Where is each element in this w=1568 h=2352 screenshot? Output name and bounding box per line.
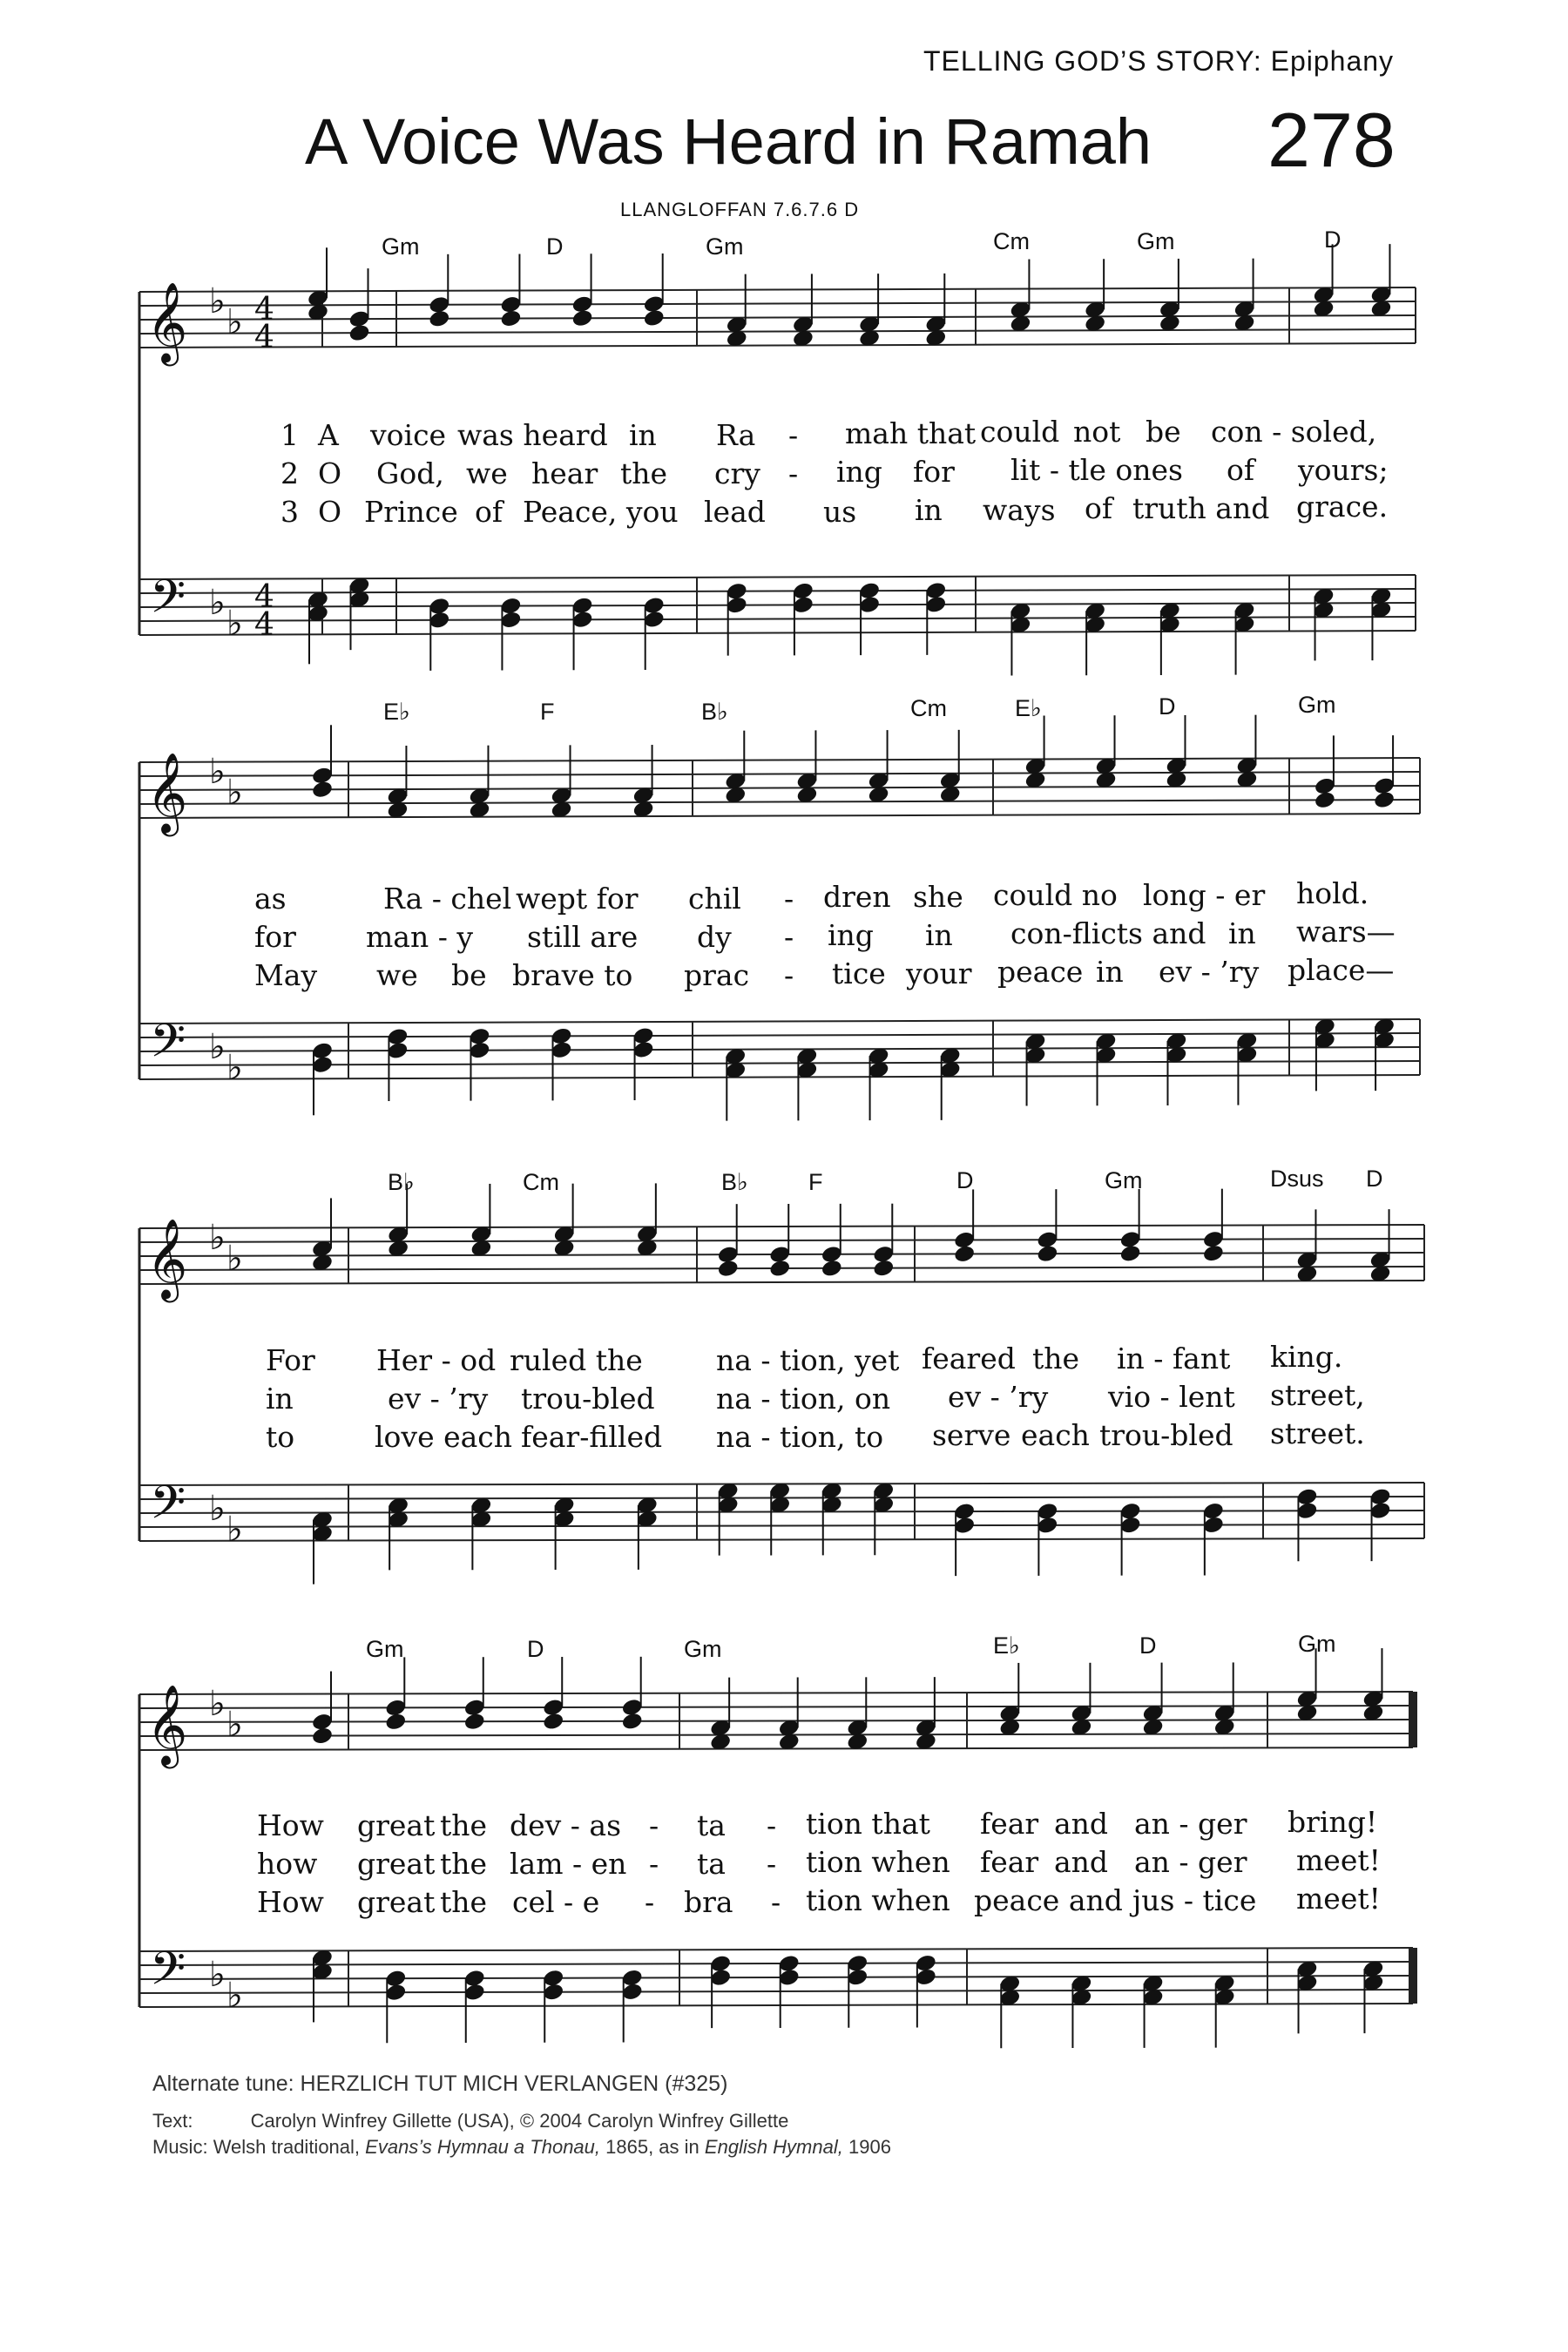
time-signature: 4 [254, 320, 274, 355]
lyric-syllable: vio - lent [1108, 1380, 1235, 1414]
treble-staff-line [139, 329, 1416, 334]
lyric-syllable: of [1227, 453, 1255, 487]
lyric-syllable: con - soled, [1211, 415, 1377, 449]
lyric-syllable: of [475, 495, 504, 529]
lyric-syllable: peace [997, 955, 1084, 989]
text-credit-value: Carolyn Winfrey Gillette (USA), © 2004 Carolyn Winfrey Gillette [250, 2110, 789, 2132]
treble-staff-line [139, 1239, 1424, 1242]
flat-icon: ♭ [226, 1510, 243, 1550]
bass-staff-line [139, 631, 1416, 635]
music-source-1: Evans’s Hymnau a Thonau, [365, 2136, 601, 2158]
time-signature: 4 [254, 607, 274, 643]
bass-staff-line [139, 1075, 1420, 1079]
lyric-syllable: ev - ’ry [948, 1380, 1049, 1414]
treble-clef-icon: 𝄞 [146, 281, 188, 362]
lyric-syllable: the [440, 1847, 488, 1881]
lyric-syllable: and [1054, 1807, 1109, 1841]
lyric-syllable: in [266, 1382, 294, 1416]
lyric-syllable: in [1228, 916, 1256, 950]
lyric-syllable: na - tion, to [716, 1420, 884, 1454]
lyric-syllable: in [1096, 955, 1124, 989]
lyric-syllable: of [1085, 491, 1113, 525]
lyric-hyphen: - [784, 958, 794, 992]
lyric-hyphen: - [771, 1885, 781, 1919]
lyric-syllable: each [1021, 1418, 1090, 1452]
bass-staff-line [139, 1538, 1424, 1541]
flat-icon: ♭ [226, 1976, 243, 2016]
chord-symbol: B♭ [701, 699, 728, 725]
lyric-syllable: the [1032, 1342, 1080, 1375]
flat-icon: ♭ [226, 1048, 243, 1088]
lyric-syllable: trou-bled [1099, 1418, 1233, 1452]
treble-staff-line [139, 1225, 1424, 1228]
bass-staff-line [139, 1033, 1420, 1037]
treble-staff-line [139, 287, 1416, 292]
chord-symbol: Cm [910, 695, 947, 721]
lyric-syllable: and [1054, 1845, 1109, 1879]
bass-staff-line [139, 617, 1416, 621]
lyric-syllable: in [925, 918, 953, 952]
flat-icon: ♭ [209, 1684, 226, 1724]
lyric-syllable: we [466, 456, 508, 490]
note-head [1314, 790, 1336, 810]
bass-clef-icon: 𝄢 [150, 1015, 186, 1079]
lyric-hyphen: - [649, 1847, 659, 1881]
lyric-syllable: yours; [1298, 453, 1389, 487]
alternate-tune: Alternate tune: HERZLICH TUT MICH VERLANGEN (#325) [152, 2072, 728, 2096]
lyric-syllable: meet! [1296, 1882, 1381, 1916]
lyric-syllable: peace and [974, 1883, 1123, 1917]
lyric-syllable: lit - tle ones [1010, 453, 1183, 487]
lyric-syllable: tion when [806, 1845, 950, 1879]
flat-icon: ♭ [209, 281, 226, 321]
chord-symbol: Gm [1298, 1631, 1336, 1657]
music-source-2: English Hymnal, [704, 2136, 843, 2158]
lyric-syllable: cry [714, 456, 760, 490]
season-label: Epiphany [1270, 45, 1395, 77]
flat-icon: ♭ [226, 604, 243, 644]
hymn-number: 278 [1267, 97, 1396, 183]
lyric-syllable: in [915, 493, 943, 527]
lyric-syllable: in - fant [1117, 1342, 1231, 1375]
bass-clef-icon: 𝄢 [150, 1477, 186, 1541]
lyric-syllable: could [980, 415, 1060, 449]
chord-symbol: Gm [1137, 228, 1175, 254]
text-label: Text: [152, 2110, 193, 2132]
note-head [621, 1712, 644, 1732]
lyric-syllable: How [257, 1808, 324, 1842]
lyric-syllable: bra [684, 1885, 733, 1919]
lyric-syllable: feared [922, 1342, 1016, 1375]
bass-staff-line [139, 1962, 1413, 1965]
chord-symbol: D [1366, 1166, 1383, 1192]
chord-symbol: Gm [366, 1636, 404, 1662]
chord-symbol: E♭ [1015, 695, 1042, 721]
verse-number: 1 [280, 418, 299, 452]
chord-symbol: D [527, 1636, 544, 1662]
chord-symbol: Gm [706, 233, 744, 260]
chord-symbol: D [546, 233, 564, 260]
lyric-syllable: fear-filled [521, 1420, 663, 1454]
music-mid: 1865, as in [605, 2136, 700, 2158]
music-label: Music: [152, 2136, 208, 2158]
lyric-syllable: Ra [716, 418, 756, 452]
lyric-syllable: wars— [1296, 915, 1396, 949]
lyric-syllable: great [357, 1885, 436, 1919]
lyric-syllable: she [913, 880, 963, 914]
lyric-syllable: Ra - chel [383, 882, 512, 916]
lyric-syllable: dev - as [510, 1808, 622, 1842]
lyric-syllable: Prince [364, 495, 458, 529]
lyric-syllable: tion when [806, 1883, 950, 1917]
chord-symbol: F [540, 699, 555, 725]
bass-staff-line [139, 1524, 1424, 1527]
lyric-syllable: wept for [516, 882, 639, 916]
lyric-syllable: Her - od [376, 1343, 497, 1377]
treble-clef-icon: 𝄞 [146, 752, 188, 833]
lyric-syllable: hear [531, 456, 598, 490]
lyric-hyphen: - [767, 1847, 777, 1881]
music-year: 1906 [848, 2136, 891, 2158]
lyric-syllable: still are [527, 920, 639, 954]
note-head [542, 1712, 564, 1732]
lyric-syllable: ing [828, 918, 874, 952]
lyric-syllable: for [254, 920, 296, 954]
lyric-syllable: mah that [845, 416, 977, 450]
chord-symbol: E♭ [383, 699, 410, 725]
lyric-syllable: for [913, 455, 955, 489]
music-credit [152, 2136, 891, 2159]
lyric-syllable: the [620, 456, 668, 490]
lyric-syllable: be [1146, 415, 1181, 449]
note-head [953, 1244, 976, 1264]
lyric-hyphen: - [767, 1808, 777, 1842]
lyric-syllable: to [266, 1420, 295, 1454]
chord-symbol: Gm [1105, 1167, 1143, 1193]
flat-icon: ♭ [209, 583, 226, 623]
lyric-syllable: was heard [457, 418, 608, 452]
lyric-syllable: voice [370, 418, 447, 452]
treble-staff-line [139, 1281, 1424, 1284]
lyric-syllable: ta [697, 1847, 726, 1881]
lyric-syllable: lam - en [510, 1847, 627, 1881]
lyric-syllable: as [254, 882, 287, 916]
bass-clef-icon: 𝄢 [150, 571, 186, 635]
time-signature: 4 [254, 579, 274, 615]
note-head [1119, 1244, 1142, 1264]
bass-staff-line [139, 1948, 1413, 1951]
lyric-hyphen: - [784, 882, 794, 916]
flat-icon: ♭ [209, 1218, 226, 1258]
lyric-syllable: long - er [1143, 878, 1266, 912]
chord-symbol: B♭ [388, 1169, 415, 1195]
lyric-syllable: fear [980, 1845, 1039, 1879]
lyric-syllable: ta [697, 1808, 726, 1842]
treble-staff-line [139, 1747, 1413, 1750]
note-head [463, 1712, 486, 1732]
bass-staff-line [139, 589, 1416, 593]
flat-icon: ♭ [226, 1705, 243, 1745]
chord-symbol: B♭ [721, 1169, 748, 1195]
chord-symbol: Gm [1298, 692, 1336, 718]
chord-symbol: D [1324, 226, 1342, 253]
lyric-syllable: ing [836, 455, 882, 489]
lyric-syllable: the [440, 1808, 488, 1842]
flat-icon: ♭ [226, 1239, 243, 1279]
lyric-syllable: Peace, you [523, 495, 679, 529]
lyric-hyphen: - [649, 1808, 659, 1842]
note-head [348, 323, 370, 343]
lyric-syllable: hold. [1296, 876, 1369, 910]
hymn-title: A Voice Was Heard in Ramah [305, 105, 1152, 178]
flat-icon: ♭ [226, 773, 243, 813]
time-signature: 4 [254, 292, 274, 328]
lyric-syllable: we [376, 958, 418, 992]
flat-icon: ♭ [209, 1489, 226, 1529]
lyric-syllable: God, [376, 456, 444, 490]
note-head [428, 309, 450, 329]
treble-staff-line [139, 800, 1420, 804]
chord-symbol: D [1159, 693, 1176, 720]
bass-staff-line [139, 575, 1416, 579]
note-head [717, 1259, 740, 1279]
lyric-syllable: chil [688, 882, 741, 916]
lyric-syllable: bring! [1288, 1805, 1378, 1839]
lyric-syllable: an - ger [1134, 1845, 1247, 1879]
lyric-syllable: street, [1270, 1378, 1365, 1412]
lyric-syllable: us [823, 495, 857, 529]
lyric-syllable: trou-bled [521, 1382, 655, 1416]
note-head [821, 1259, 843, 1279]
lyric-syllable: lead [704, 495, 766, 529]
lyric-syllable: A [318, 418, 339, 452]
lyric-syllable: prac [684, 958, 750, 992]
note-head [1202, 1243, 1225, 1263]
lyric-syllable: great [357, 1847, 436, 1881]
lyric-syllable: how [257, 1847, 318, 1881]
lyric-syllable: For [266, 1343, 315, 1377]
lyric-syllable: ways [983, 493, 1056, 527]
lyric-syllable: How [257, 1885, 324, 1919]
flat-icon: ♭ [209, 1027, 226, 1067]
lyric-syllable: great [357, 1808, 436, 1842]
lyric-syllable: serve [932, 1418, 1011, 1452]
lyric-syllable: king. [1270, 1340, 1343, 1374]
chord-symbol: D [956, 1167, 974, 1193]
note-head [768, 1259, 791, 1279]
note-head [872, 1258, 895, 1278]
treble-staff-line [139, 814, 1420, 818]
lyric-syllable: street. [1270, 1416, 1365, 1450]
chord-symbol: Dsus [1270, 1166, 1324, 1192]
lyric-syllable: con-flicts and [1010, 916, 1206, 950]
tune-meter: LLANGLOFFAN 7.6.7.6 D [620, 199, 860, 220]
lyric-syllable: dren [823, 880, 891, 914]
chord-symbol: E♭ [993, 1632, 1020, 1659]
note-head [1036, 1244, 1058, 1264]
music-pre: Welsh traditional, [213, 2136, 361, 2158]
lyric-hyphen: - [784, 920, 794, 954]
note-head [311, 1726, 334, 1746]
chord-symbol: Cm [993, 228, 1030, 254]
lyric-syllable: tion that [806, 1807, 930, 1841]
lyric-hyphen: - [788, 418, 799, 452]
treble-staff-line [139, 315, 1416, 320]
lyric-syllable: place— [1288, 953, 1395, 987]
bass-staff-line [139, 603, 1416, 607]
lyric-syllable: ruled the [510, 1343, 643, 1377]
lyric-syllable: an - ger [1134, 1807, 1247, 1841]
lyric-syllable: in [629, 418, 657, 452]
note-head [643, 308, 666, 328]
treble-staff-line [139, 301, 1416, 306]
treble-clef-icon: 𝄞 [146, 1684, 188, 1765]
lyric-syllable: grace. [1296, 490, 1389, 524]
lyric-hyphen: - [788, 456, 799, 490]
lyric-syllable: O [318, 495, 342, 529]
text-credit [152, 2110, 788, 2132]
treble-staff-line [139, 343, 1416, 348]
lyric-syllable: na - tion, on [716, 1382, 891, 1416]
lyric-syllable: man - y [366, 920, 473, 954]
bass-clef-icon: 𝄢 [150, 1943, 186, 2007]
note-head [1373, 790, 1396, 810]
flat-icon: ♭ [209, 752, 226, 792]
lyric-syllable: meet! [1296, 1843, 1381, 1877]
lyric-syllable: your [906, 956, 972, 990]
lyric-syllable: tice [832, 956, 886, 990]
lyric-syllable: truth and [1132, 491, 1270, 525]
lyric-syllable: be [451, 958, 487, 992]
note-head [384, 1712, 407, 1732]
bass-staff-line [139, 1019, 1420, 1024]
treble-clef-icon: 𝄞 [146, 1218, 188, 1299]
lyric-syllable: cel - e [512, 1885, 600, 1919]
chord-symbol: D [1139, 1632, 1157, 1659]
lyric-syllable: ev - ’ry [1159, 955, 1260, 989]
lyric-syllable: love each [375, 1420, 513, 1454]
lyric-syllable: ev - ’ry [388, 1382, 489, 1416]
lyric-syllable: brave to [512, 958, 633, 992]
verse-number: 2 [280, 456, 299, 490]
lyric-syllable: fear [980, 1807, 1039, 1841]
lyric-syllable: dy [697, 920, 732, 954]
section-label: TELLING GOD’S STORY: [923, 45, 1262, 77]
chord-symbol: F [808, 1169, 823, 1195]
lyric-hyphen: - [645, 1885, 655, 1919]
lyric-syllable: the [440, 1885, 488, 1919]
chord-symbol: Cm [523, 1169, 559, 1195]
lyric-syllable: na - tion, yet [716, 1343, 900, 1377]
chord-symbol: Gm [684, 1636, 722, 1662]
lyric-syllable: jus - tice [1132, 1883, 1257, 1917]
flat-icon: ♭ [226, 302, 243, 342]
lyric-syllable: could no [993, 878, 1118, 912]
verse-number: 3 [280, 495, 299, 529]
lyric-syllable: May [254, 958, 318, 992]
note-head [571, 308, 593, 328]
chord-symbol: Gm [382, 233, 420, 260]
lyric-syllable: O [318, 456, 342, 490]
note-head [311, 780, 334, 800]
lyric-syllable: not [1073, 415, 1121, 449]
flat-icon: ♭ [209, 1955, 226, 1995]
note-head [499, 308, 522, 328]
